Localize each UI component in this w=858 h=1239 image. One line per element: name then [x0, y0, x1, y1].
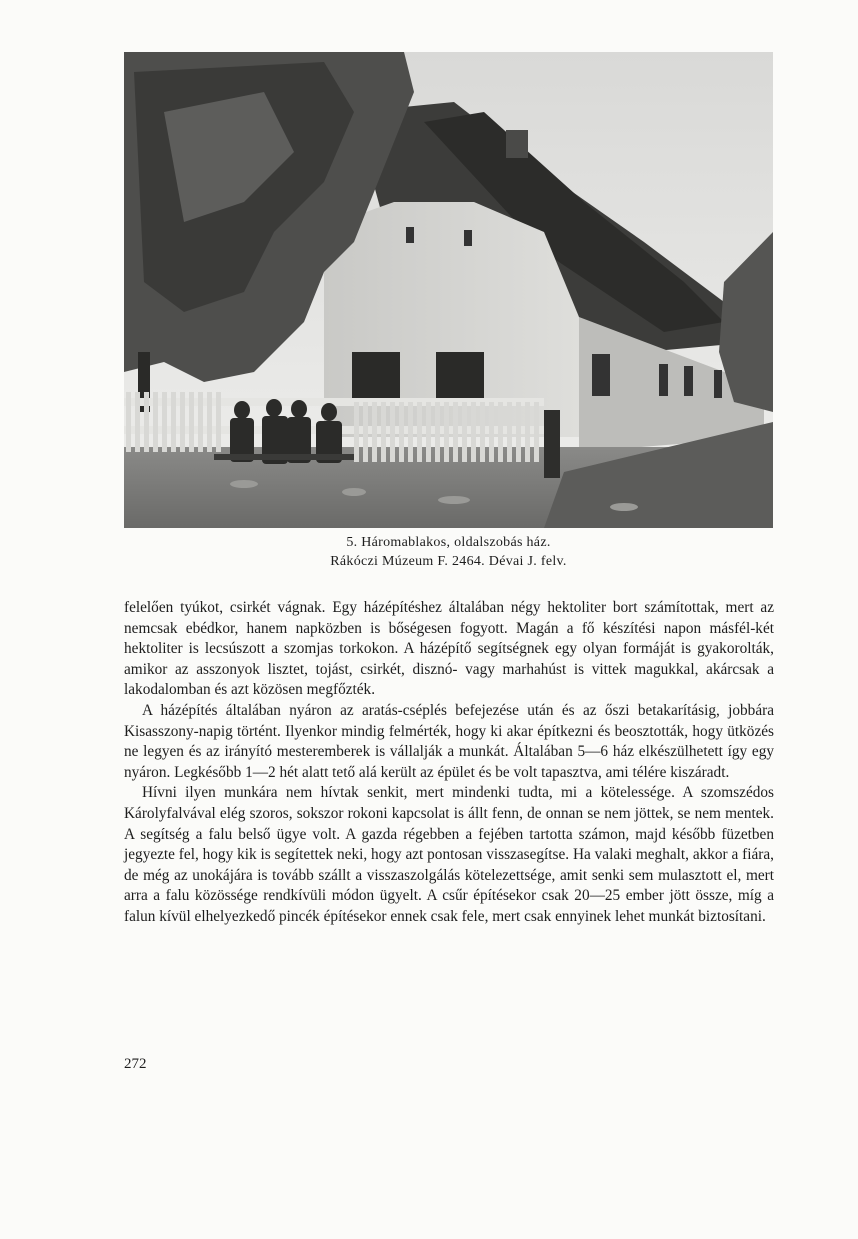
- figure-caption-line-2: Rákóczi Múzeum F. 2464. Dévai J. felv.: [330, 554, 567, 569]
- paragraph-3: Hívni ilyen munkára nem hívtak senkit, mert mindenki tudta, mi a kötelessége. A szomszédos Károlyfalvával elég szoros, sokszor rokoni kapcsolat is állt fenn, de onnan se nem jöttek, se nem mentek. A segítség a falu belső ügye volt. A gazda régebben a fejében tartotta számon, majd később füzetben jegyezte fel, hogy kik is segítettek neki, hogy azt pontosan visszasegítse. Ha valaki meghalt, akkor a fiára, de még az unokájára is tovább szállt a visszaszolgálás kötelezettsége, amit senki sem mulasztott el, mert arra a falu közössége rendkívüli módon ügyelt. A csűr építésekor csak 20—25 ember jött össze, míg a falun kívül elhelyezkedő pincék építésekor ennek csak fele, mert csak ennyinek lehet munkát biztosítani.: [124, 784, 774, 925]
- paragraph-2: A házépítés általában nyáron az aratás-cséplés befejezése után és az őszi betakarításig, jobbára Kisasszony-napig történt. Ilyenkor mindig felmérték, hogy ki akar építkezni és beosztották, hogy ütközés ne legyen és az irányító mesteremberek is vállalják a munkát. Általában 5—6 ház elkészülhetett így egy nyáron. Legkésőbb 1—2 hét alatt tető alá került az épület és be volt tapasztva, ami télére kiszáradt.: [124, 701, 774, 781]
- house-photograph: [124, 52, 773, 528]
- figure-caption-line-1: 5. Háromablakos, oldalszobás ház.: [346, 535, 551, 550]
- body-text: [124, 598, 774, 928]
- page-number: 272: [124, 1056, 147, 1072]
- paragraph-1: felelően tyúkot, csirkét vágnak. Egy házépítéshez általában négy hektoliter bort számítottak, mert az nemcsak ebédkor, hanem napközben is bőségesen fogyott. Magán a fő készítési napon másfél-két hektoliter is lecsúszott a szomjas torkokon. A házépítő segítségnek egy olyan formáját is gyakorolták, amikor az asszonyok lisztet, tojást, csirkét, disznó- vagy marhahúst is vittek magukkal, akárcsak a lakodalomban és azt közösen megfőzték.: [124, 599, 774, 699]
